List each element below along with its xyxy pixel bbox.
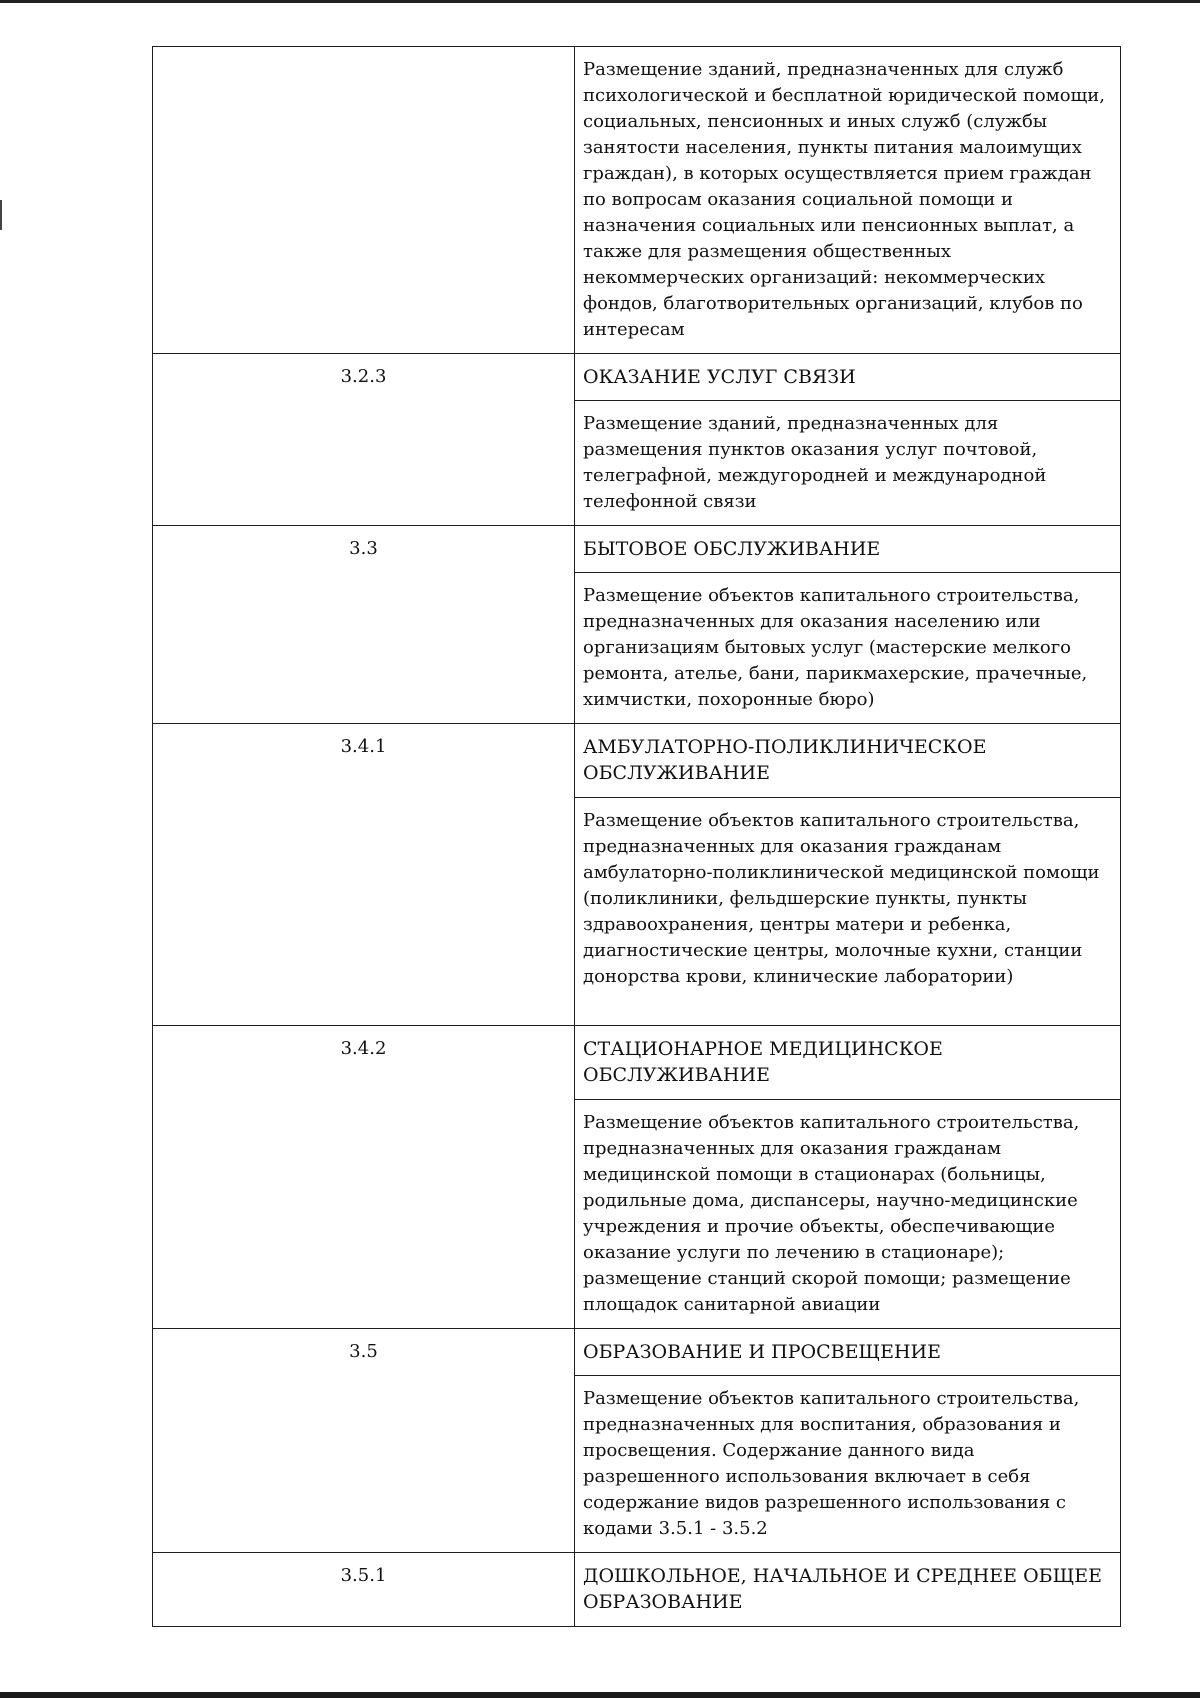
- table-row: [153, 1329, 1121, 1376]
- code-cell: 3.5.1: [153, 1553, 575, 1627]
- table-row: [153, 47, 1121, 354]
- description-cell: Размещение зданий, предназначенных для размещения пунктов оказания услуг почтовой, телеграфной, междугородней и международной телефонной связи: [575, 401, 1121, 526]
- code-cell: 3.2.3: [153, 354, 575, 526]
- table-row: [153, 1026, 1121, 1100]
- table-row: [153, 526, 1121, 573]
- name-cell: ОБРАЗОВАНИЕ И ПРОСВЕЩЕНИЕ: [575, 1329, 1121, 1376]
- name-cell: БЫТОВОЕ ОБСЛУЖИВАНИЕ: [575, 526, 1121, 573]
- name-cell: СТАЦИОНАРНОЕ МЕДИЦИНСКОЕ ОБСЛУЖИВАНИЕ: [575, 1026, 1121, 1100]
- name-cell: ОКАЗАНИЕ УСЛУГ СВЯЗИ: [575, 354, 1121, 401]
- table-row: [153, 724, 1121, 798]
- land-use-table: [152, 46, 1121, 1627]
- description-cell: Размещение объектов капитального строительства, предназначенных для оказания гражданам амбулаторно-поликлинической медицинской помощи (поликлиники, фельдшерские пункты, пункты здравоохранения, центры матери и ребенка, диагностические центры, молочные кухни, станции донорства крови, клинические лаборатории): [575, 798, 1121, 1026]
- description-cell: Размещение объектов капитального строительства, предназначенных для оказания населению или организациям бытовых услуг (мастерские мелкого ремонта, ателье, бани, парикмахерские, прачечные, химчистки, похоронные бюро): [575, 573, 1121, 724]
- scan-edge-top: [0, 0, 1200, 3]
- scan-edge-bottom: [0, 1692, 1200, 1698]
- table-row: [153, 354, 1121, 401]
- description-cell: Размещение объектов капитального строительства, предназначенных для оказания гражданам медицинской помощи в стационарах (больницы, родильные дома, диспансеры, научно-медицинские учреждения и прочие объекты, обеспечивающие оказание услуги по лечению в стационаре); размещение станций скорой помощи; размещение площадок санитарной авиации: [575, 1100, 1121, 1329]
- scan-edge-left: [0, 200, 2, 230]
- description-cell: Размещение объектов капитального строительства, предназначенных для воспитания, образования и просвещения. Содержание данного вида разрешенного использования включает в себя содержание видов разрешенного использования с кодами 3.5.1 - 3.5.2: [575, 1376, 1121, 1553]
- name-cell: АМБУЛАТОРНО-ПОЛИКЛИНИЧЕСКОЕ ОБСЛУЖИВАНИЕ: [575, 724, 1121, 798]
- code-cell: 3.5: [153, 1329, 575, 1553]
- code-cell: [153, 47, 575, 354]
- description-cell: Размещение зданий, предназначенных для служб психологической и бесплатной юридической помощи, социальных, пенсионных и иных служб (службы занятости населения, пункты питания малоимущих граждан), в которых осуществляется прием граждан по вопросам оказания социальной помощи и назначения социальных или пенсионных выплат, а также для размещения общественных некоммерческих организаций: некоммерческих фондов, благотворительных организаций, клубов по интересам: [575, 47, 1121, 354]
- code-cell: 3.4.2: [153, 1026, 575, 1329]
- code-cell: 3.3: [153, 526, 575, 724]
- code-cell: 3.4.1: [153, 724, 575, 1026]
- name-cell: ДОШКОЛЬНОЕ, НАЧАЛЬНОЕ И СРЕДНЕЕ ОБЩЕЕ ОБРАЗОВАНИЕ: [575, 1553, 1121, 1627]
- table-row: [153, 1553, 1121, 1627]
